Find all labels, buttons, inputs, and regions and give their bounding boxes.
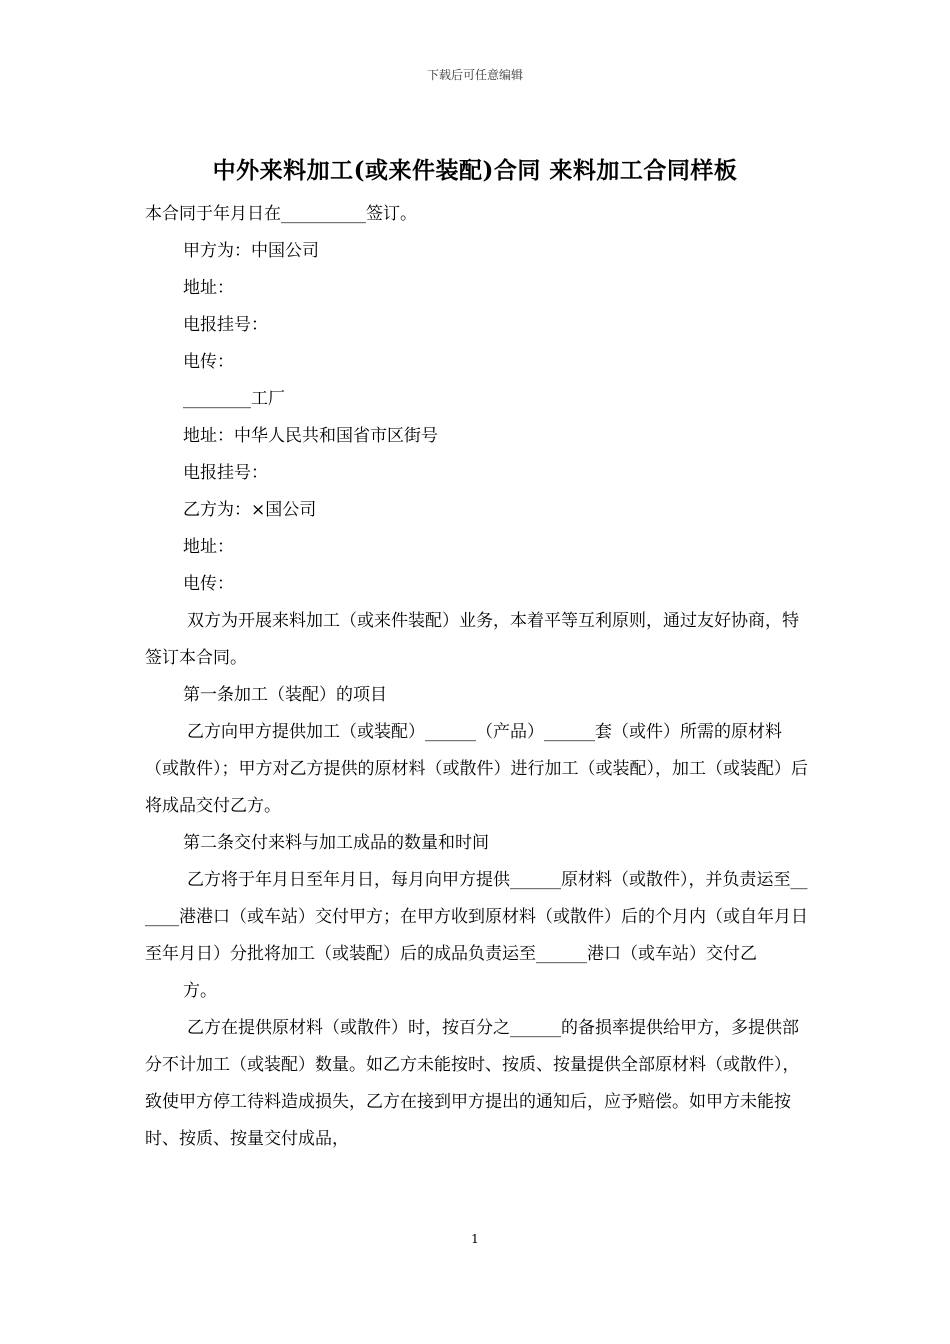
document-title: 中外来料加工(或来件装配)合同 来料加工合同样板 [212, 157, 738, 184]
paragraph-party-a: 甲方为：中国公司 [183, 241, 319, 261]
paragraph-factory-address: 地址：中华人民共和国省市区街号 [183, 426, 438, 446]
paragraph-party-b: 乙方为：×国公司 [183, 500, 317, 520]
paragraph-party-b-telex: 电传： [183, 574, 234, 594]
paragraph-party-b-address: 地址： [183, 537, 234, 557]
paragraph-party-a-telex: 电传： [183, 352, 234, 372]
paragraph-preamble: 双方为开展来料加工（或来件装配）业务，本着平等互利原则，通过友好协商，特签订本合同。 [145, 611, 799, 668]
document-body [145, 196, 810, 1158]
paragraph-factory-cable: 电报挂号： [183, 463, 268, 483]
paragraph-signing: 本合同于年月日在__________签订。 [145, 204, 417, 224]
page-header-note: 下载后可任意编辑 [426, 68, 523, 82]
paragraph-party-a-address: 地址： [183, 278, 234, 298]
article-1-body: 乙方向甲方提供加工（或装配）______（产品）______套（或件）所需的原材料（或散件）；甲方对乙方提供的原材料（或散件）进行加工（或装配），加工（或装配）后将成品交付乙方。 [145, 722, 808, 816]
article-1-heading: 第一条加工（装配）的项目 [183, 685, 387, 705]
article-2-loss-clause: 乙方在提供原材料（或散件）时，按百分之______的备损率提供给甲方，多提供部分不计加工（或装配）数量。如乙方未能按时、按质、按量提供全部原材料（或散件），致使甲方停工待料造成损失，乙方在接到甲方提出的通知后，应予赔偿。如甲方未能按时、按质、按量交付成品， [145, 1018, 800, 1149]
article-2-body: 乙方将于年月日至年月日，每月向甲方提供______原材料（或散件），并负责运至______港港口（或车站）交付甲方；在甲方收到原材料（或散件）后的个月内（或自年月日至年月日）分批将加工（或装配）后的成品负责运至______港口（或车站）交付乙 [145, 870, 808, 964]
article-2-heading: 第二条交付来料与加工成品的数量和时间 [183, 833, 489, 853]
paragraph-factory: ________工厂 [183, 389, 285, 409]
page-number: 1 [471, 1232, 479, 1246]
article-2-body-continued: 方。 [183, 981, 217, 1001]
paragraph-party-a-cable: 电报挂号： [183, 315, 268, 335]
